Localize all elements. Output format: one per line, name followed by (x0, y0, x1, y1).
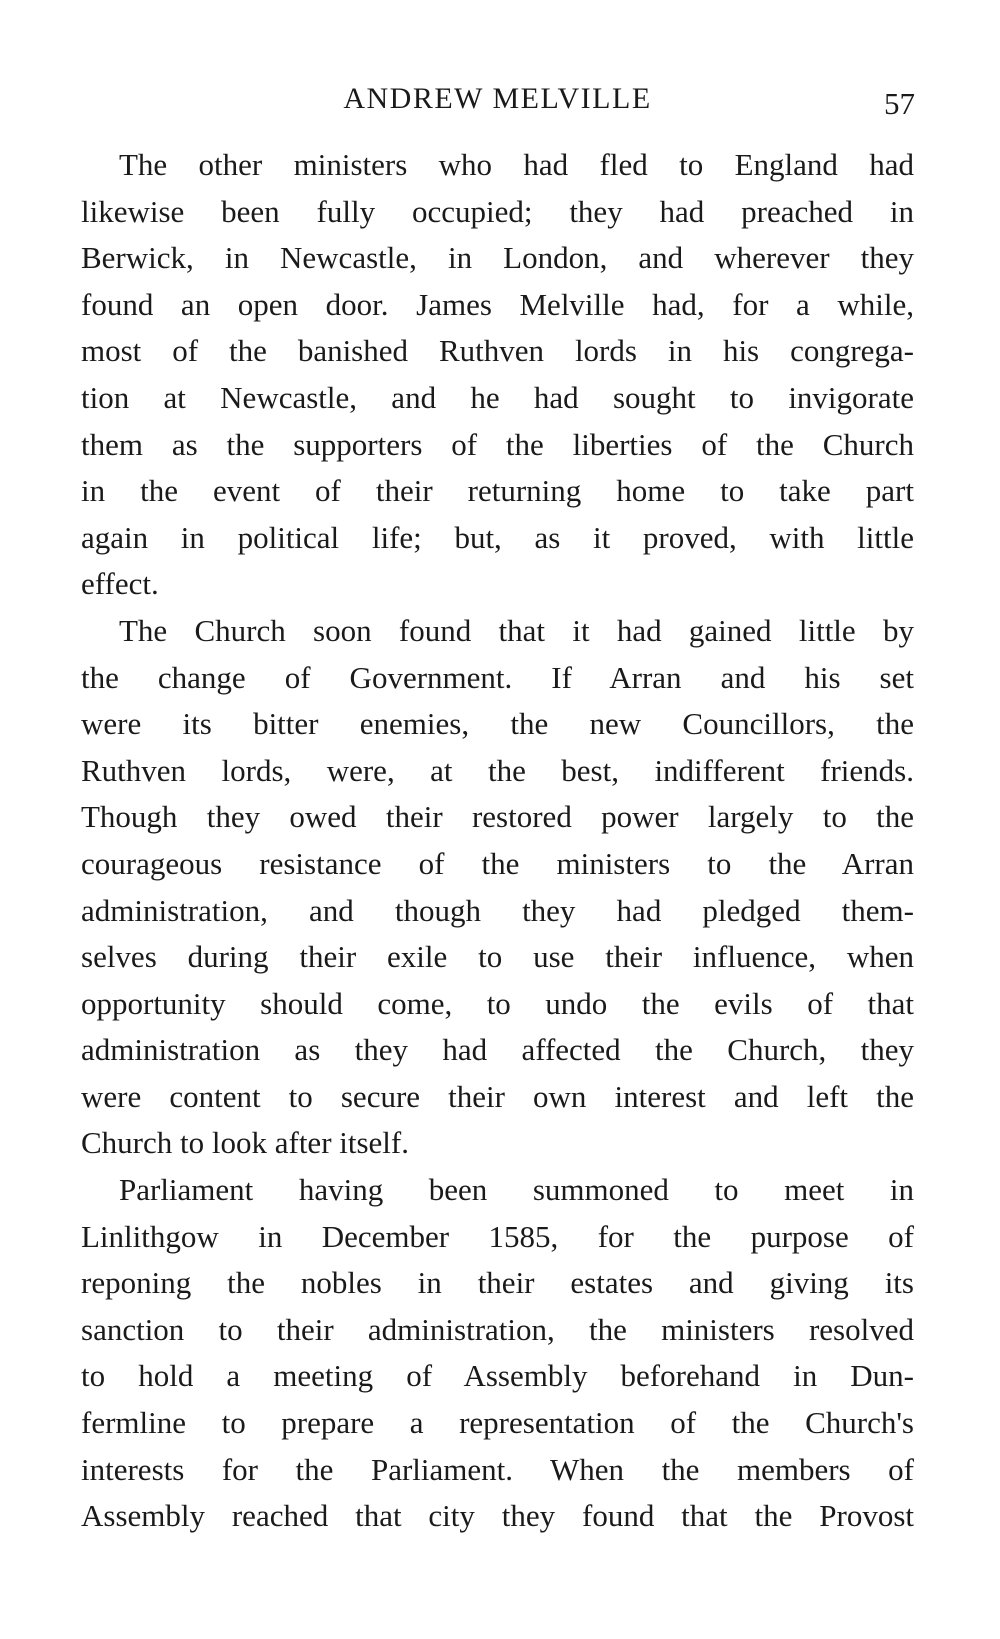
text-line: administration, and though they had pledged them- (81, 892, 914, 928)
text-line: interests for the Parliament. When the members of (81, 1451, 914, 1487)
page-number: 57 (884, 86, 915, 121)
paragraph-2 (81, 608, 914, 1167)
text-line: were content to secure their own interest and left the (81, 1078, 914, 1114)
text-line: to hold a meeting of Assembly beforehand in Dun- (81, 1358, 914, 1394)
text-line: selves during their exile to use their influence, when (81, 939, 914, 975)
text-line: tion at Newcastle, and he had sought to invigorate (81, 379, 914, 415)
text-line: Assembly reached that city they found that the Provost (81, 1498, 914, 1534)
running-title: ANDREW MELVILLE (343, 82, 652, 115)
running-head (80, 78, 915, 122)
text-line: reponing the nobles in their estates and giving its (81, 1265, 914, 1301)
text-line: Though they owed their restored power largely to the (81, 799, 914, 835)
paragraph-3 (81, 1167, 914, 1540)
text-line: Parliament having been summoned to meet in (119, 1172, 914, 1208)
paragraph-1 (81, 142, 914, 608)
text-line: Linlithgow in December 1585, for the purpose of (81, 1218, 914, 1254)
text-line: were its bitter enemies, the new Councillors, the (81, 706, 914, 742)
text-line: Berwick, in Newcastle, in London, and wherever they (81, 240, 914, 276)
text-line: fermline to prepare a representation of the Church's (81, 1405, 914, 1441)
text-line: the change of Government. If Arran and his set (81, 659, 914, 695)
text-line: Ruthven lords, were, at the best, indifferent friends. (81, 752, 914, 788)
text-line: effect. (81, 566, 159, 602)
text-line: opportunity should come, to undo the evils of that (81, 985, 914, 1021)
text-line: Church to look after itself. (81, 1125, 409, 1161)
text-line: sanction to their administration, the ministers resolved (81, 1311, 914, 1347)
text-line: The other ministers who had fled to England had (119, 147, 914, 182)
text-line: them as the supporters of the liberties of the Church (81, 426, 914, 462)
text-line: again in political life; but, as it proved, with little (81, 519, 914, 555)
text-line: found an open door. James Melville had, for a while, (81, 286, 914, 322)
text-line: administration as they had affected the Church, they (81, 1032, 914, 1068)
text-line: The Church soon found that it had gained little by (119, 612, 914, 648)
text-line: most of the banished Ruthven lords in his congrega- (81, 333, 914, 369)
text-line: courageous resistance of the ministers to the Arran (81, 845, 914, 881)
text-line: likewise been fully occupied; they had preached in (81, 193, 914, 229)
text-line: in the event of their returning home to take part (81, 473, 914, 509)
body-text (81, 142, 914, 1540)
